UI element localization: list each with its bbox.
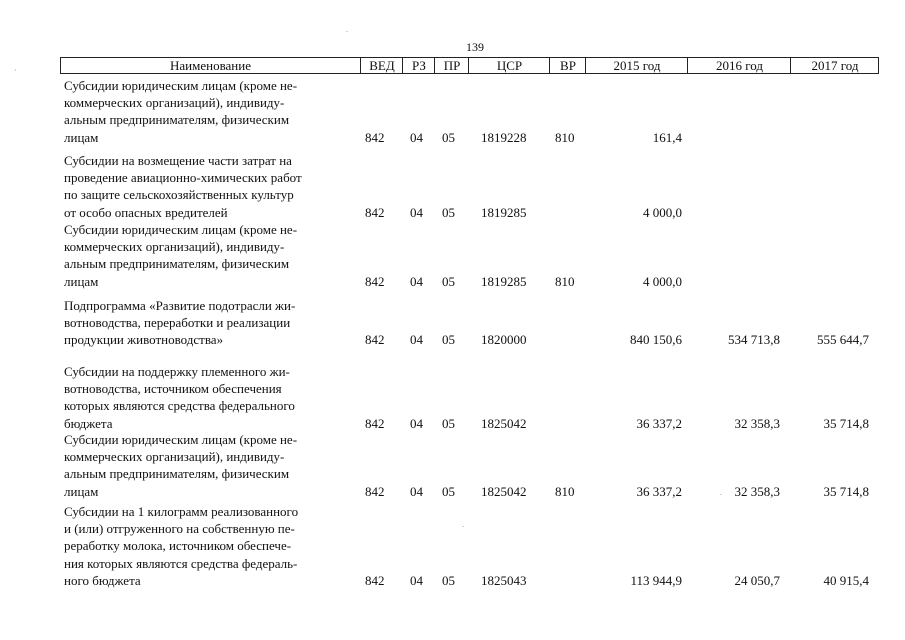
cell-csr: 1825043 bbox=[481, 572, 527, 588]
cell-y2016: 32 358,3 bbox=[734, 415, 780, 431]
row-name-line: альным предпринимателям, физическим bbox=[64, 466, 290, 482]
cell-ved: 842 bbox=[365, 483, 385, 499]
row-name bbox=[64, 503, 298, 589]
cell-y2016: 534 713,8 bbox=[728, 332, 780, 348]
row-name-line: альным предпринимателям, физическим bbox=[64, 256, 290, 272]
cell-pr: 05 bbox=[442, 332, 455, 348]
header-2015: 2015 год bbox=[585, 58, 688, 73]
cell-rz: 04 bbox=[410, 273, 423, 289]
header-name: Наименование bbox=[170, 58, 251, 73]
cell-pr: 05 bbox=[442, 415, 455, 431]
cell-csr: 1825042 bbox=[481, 415, 527, 431]
cell-y2017: 35 714,8 bbox=[823, 483, 869, 499]
row-name-line: проведение авиационно-химических работ bbox=[64, 170, 302, 186]
header-pr: ПР bbox=[434, 58, 469, 73]
cell-vr: 810 bbox=[555, 273, 575, 289]
row-name-line: коммерческих организаций), индивиду- bbox=[64, 95, 285, 111]
cell-y2017: 40 915,4 bbox=[823, 572, 869, 588]
cell-vr: 810 bbox=[555, 129, 575, 145]
cell-rz: 04 bbox=[410, 572, 423, 588]
header-2017: 2017 год bbox=[790, 58, 879, 73]
cell-rz: 04 bbox=[410, 483, 423, 499]
row-name-line: альным предпринимателям, физическим bbox=[64, 112, 290, 128]
cell-pr: 05 bbox=[442, 129, 455, 145]
cell-csr: 1819285 bbox=[481, 273, 527, 289]
row-name-line: лицам bbox=[64, 273, 99, 289]
row-name-line: которых являются средства федерального bbox=[64, 398, 295, 414]
cell-ved: 842 bbox=[365, 332, 385, 348]
table-header bbox=[60, 57, 879, 74]
row-name-line: Субсидии юридическим лицам (кроме не- bbox=[64, 78, 298, 93]
cell-rz: 04 bbox=[410, 204, 423, 220]
row-name-line: лицам bbox=[64, 483, 99, 499]
cell-ved: 842 bbox=[365, 204, 385, 220]
cell-rz: 04 bbox=[410, 332, 423, 348]
stray-mark: . bbox=[346, 25, 348, 34]
row-name-line: бюджета bbox=[64, 415, 113, 431]
row-name-line: Субсидии на поддержку племенного жи- bbox=[64, 364, 290, 379]
row-name bbox=[64, 363, 295, 432]
cell-csr: 1820000 bbox=[481, 332, 527, 348]
cell-y2017: 555 644,7 bbox=[817, 332, 869, 348]
cell-pr: 05 bbox=[442, 204, 455, 220]
cell-y2015: 4 000,0 bbox=[643, 273, 682, 289]
cell-y2015: 36 337,2 bbox=[636, 483, 682, 499]
page-number: 139 bbox=[466, 40, 484, 54]
cell-ved: 842 bbox=[365, 415, 385, 431]
row-name-line: по защите сельскохозяйственных культур bbox=[64, 187, 294, 203]
row-name-line: ного бюджета bbox=[64, 572, 141, 588]
cell-ved: 842 bbox=[365, 129, 385, 145]
row-name-line: и (или) отгруженного на собственную пе- bbox=[64, 521, 295, 537]
header-2016: 2016 год bbox=[687, 58, 791, 73]
cell-y2016: 24 050,7 bbox=[734, 572, 780, 588]
row-name-line: лицам bbox=[64, 129, 99, 145]
header-rz: РЗ bbox=[402, 58, 435, 73]
row-name bbox=[64, 221, 297, 290]
cell-vr: 810 bbox=[555, 483, 575, 499]
cell-rz: 04 bbox=[410, 415, 423, 431]
row-name-line: Субсидии юридическим лицам (кроме не- bbox=[64, 222, 298, 237]
row-name bbox=[64, 77, 297, 146]
cell-csr: 1819228 bbox=[481, 129, 527, 145]
header-csr: ЦСР bbox=[468, 58, 550, 73]
row-name-line: Субсидии на возмещение части затрат на bbox=[64, 153, 292, 168]
header-vr: ВР bbox=[549, 58, 586, 73]
cell-y2015: 161,4 bbox=[652, 129, 682, 145]
stray-mark: · bbox=[14, 66, 17, 75]
row-name bbox=[64, 152, 302, 221]
row-name-line: коммерческих организаций), индивиду- bbox=[64, 449, 285, 465]
header-ved: ВЕД bbox=[360, 58, 403, 73]
cell-y2016: 32 358,3 bbox=[734, 483, 780, 499]
cell-y2015: 840 150,6 bbox=[630, 332, 682, 348]
row-name-line: вотноводства, переработки и реализации bbox=[64, 315, 291, 331]
cell-y2015: 4 000,0 bbox=[643, 204, 682, 220]
row-name-line: ния которых являются средства федераль- bbox=[64, 555, 298, 571]
stray-mark: . bbox=[462, 520, 464, 529]
cell-y2015: 113 944,9 bbox=[630, 572, 682, 588]
cell-csr: 1825042 bbox=[481, 483, 527, 499]
cell-pr: 05 bbox=[442, 273, 455, 289]
row-name bbox=[64, 297, 295, 349]
row-name-line: от особо опасных вредителей bbox=[64, 204, 228, 220]
row-name-line: реработку молока, источником обеспече- bbox=[64, 538, 292, 554]
row-name-line: Подпрограмма «Развитие подотрасли жи- bbox=[64, 298, 296, 313]
row-name-line: продукции животноводства» bbox=[64, 332, 224, 348]
cell-pr: 05 bbox=[442, 483, 455, 499]
row-name-line: вотноводства, источником обеспечения bbox=[64, 381, 282, 397]
cell-y2017: 35 714,8 bbox=[823, 415, 869, 431]
cell-y2015: 36 337,2 bbox=[636, 415, 682, 431]
cell-pr: 05 bbox=[442, 572, 455, 588]
cell-rz: 04 bbox=[410, 129, 423, 145]
stray-mark: . bbox=[720, 488, 722, 497]
row-name-line: коммерческих организаций), индивиду- bbox=[64, 239, 285, 255]
row-name bbox=[64, 431, 297, 500]
row-name-line: Субсидии юридическим лицам (кроме не- bbox=[64, 432, 298, 447]
cell-ved: 842 bbox=[365, 273, 385, 289]
row-name-line: Субсидии на 1 килограмм реализованного bbox=[64, 504, 299, 519]
cell-csr: 1819285 bbox=[481, 204, 527, 220]
cell-ved: 842 bbox=[365, 572, 385, 588]
